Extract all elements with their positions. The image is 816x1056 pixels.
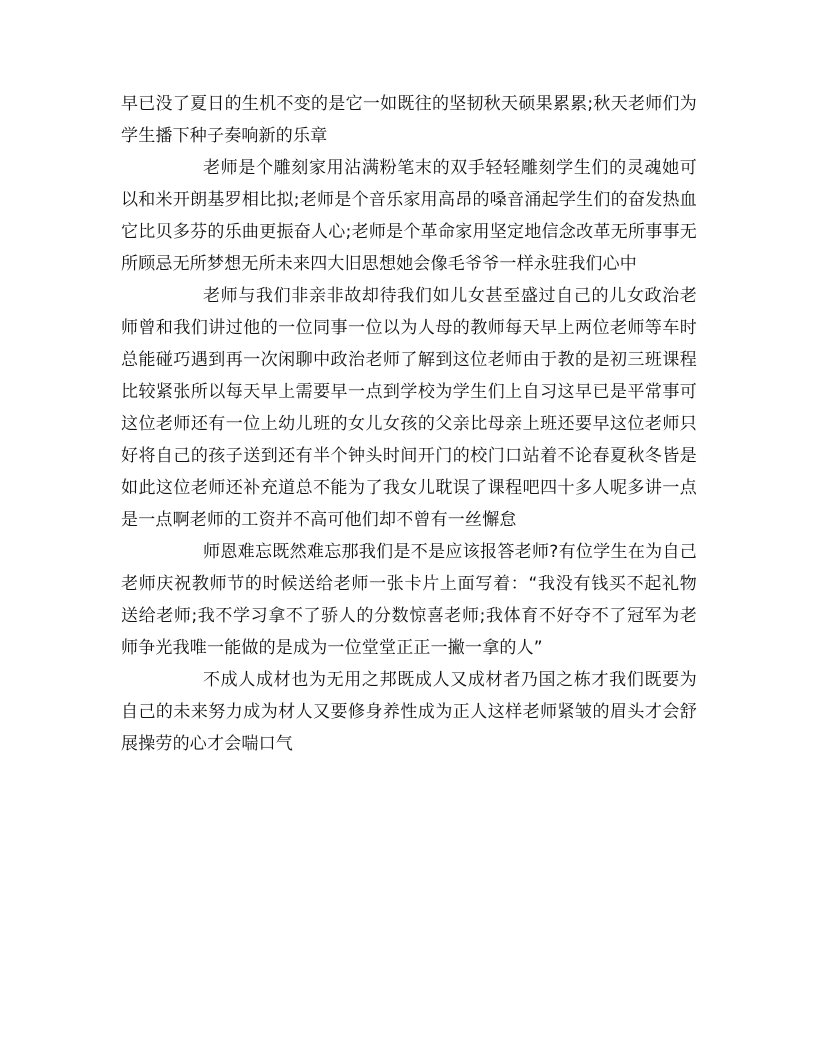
paragraph-5: 不成人成材也为无用之邦既成人又成材者乃国之栋才我们既要为自己的未来努力成为材人又要修身养性成为正人这样老师紧皱的眉头才会舒展操劳的心才会喘口气 — [121, 670, 697, 754]
paragraph-2: 老师是个雕刻家用沾满粉笔末的双手轻轻雕刻学生们的灵魂她可以和米开朗基罗相比拟;老师是个音乐家用高昂的嗓音涌起学生们的奋发热血它比贝多芬的乐曲更振奋人心;老师是个革命家用坚定地信念改革无所事事无所顾忌无所梦想无所未来四大旧思想她会像毛爷爷一样永驻我们心中 — [121, 158, 697, 274]
paragraph-3: 老师与我们非亲非故却待我们如儿女甚至盛过自己的儿女政治老师曾和我们讲过他的一位同事一位以为人母的教师每天早上两位老师等车时总能碰巧遇到再一次闲聊中政治老师了解到这位老师由于教的是初三班课程比较紧张所以每天早上需要早一点到学校为学生们上自习这早已是平常事可这位老师还有一位上幼儿班的女儿女孩的父亲比母亲上班还要早这位老师只好将自己的孩子送到还有半个钟头时间开门的校门口站着不论春夏秋冬皆是如此这位老师还补充道总不能为了我女儿耽误了课程吧四十多人呢多讲一点是一点啊老师的工资并不高可他们却不曾有一丝懈怠 — [121, 286, 697, 530]
document-body — [121, 88, 697, 760]
paragraph-1: 早已没了夏日的生机不变的是它一如既往的坚韧秋天硕果累累;秋天老师们为学生播下种子奏响新的乐章 — [121, 94, 697, 146]
paragraph-4: 师恩难忘既然难忘那我们是不是应该报答老师?有位学生在为自己老师庆祝教师节的时候送给老师一张卡片上面写着：“我没有钱买不起礼物送给老师;我不学习拿不了骄人的分数惊喜老师;我体育不好夺不了冠军为老师争光我唯一能做的是成为一位堂堂正正一撇一拿的人” — [121, 542, 697, 658]
